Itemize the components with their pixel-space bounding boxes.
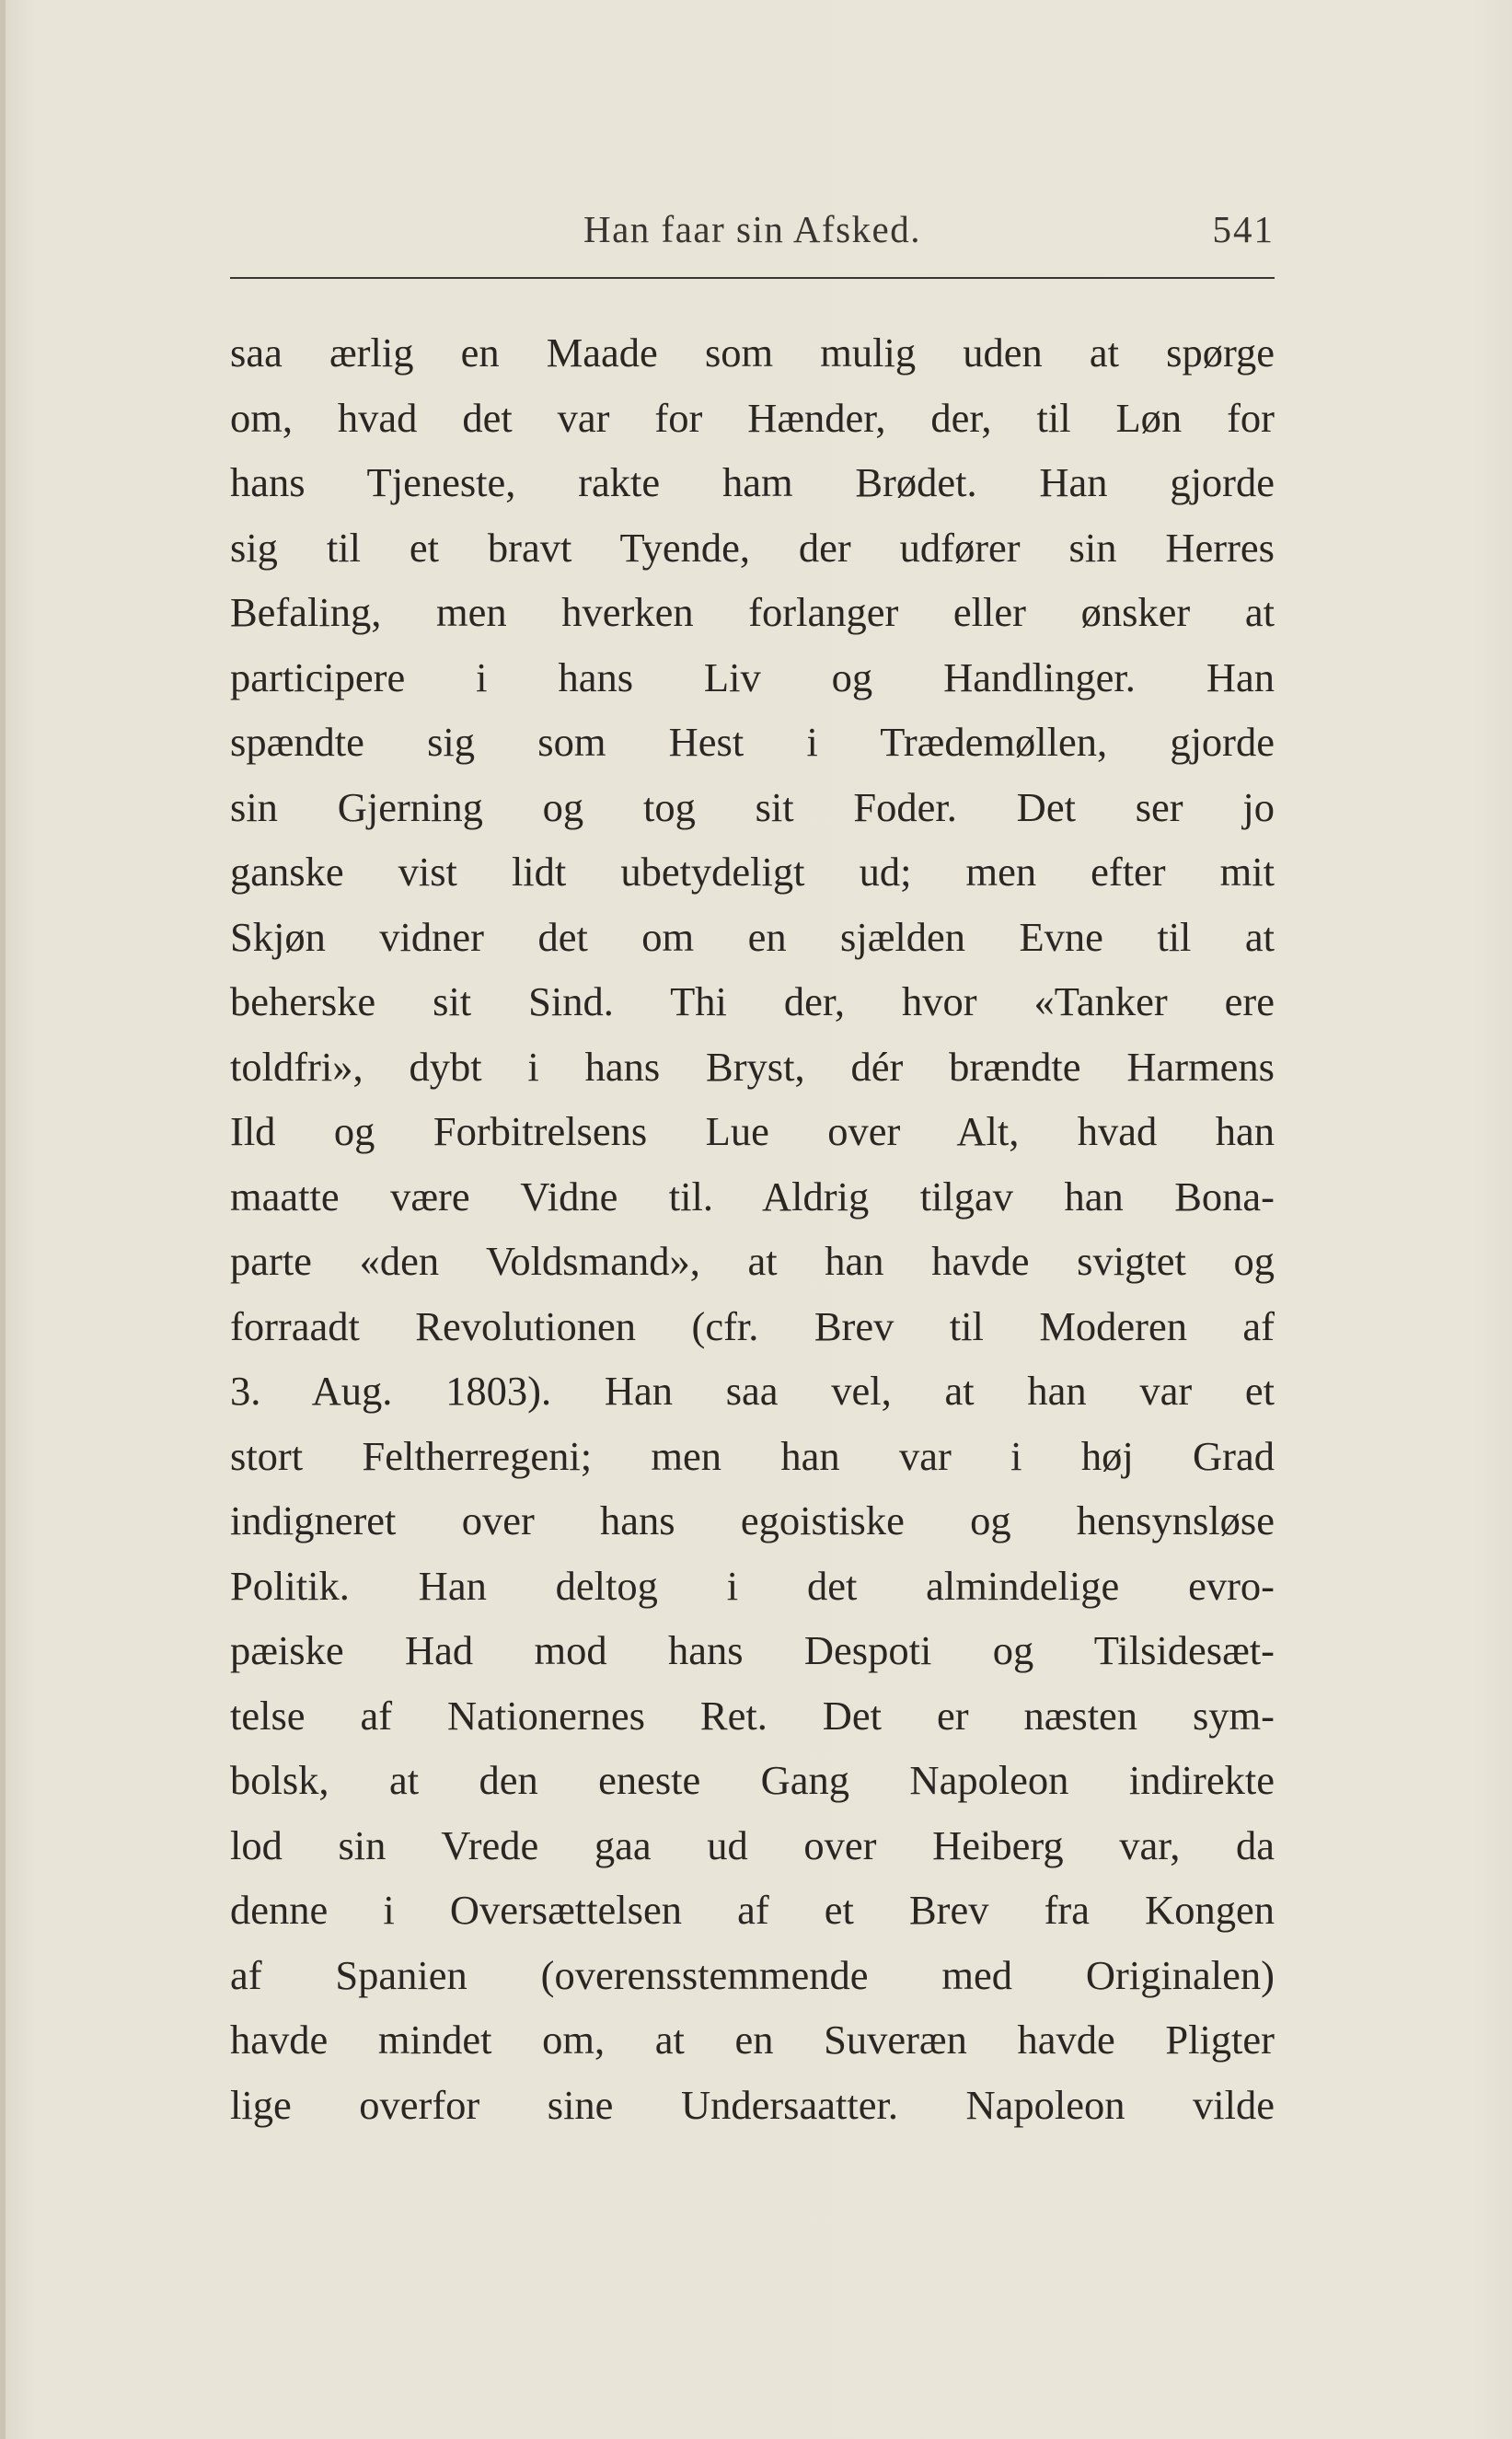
body-text <box>230 320 1275 2137</box>
text-line: participere i hans Liv og Handlinger. Han <box>230 653 1275 700</box>
text-line: Skjøn vidner det om en sjælden Evne til at <box>230 913 1275 960</box>
binding-edge <box>0 0 6 2439</box>
text-line: hans Tjeneste, rakte ham Brødet. Han gjorde <box>230 459 1275 505</box>
running-head <box>230 197 1275 261</box>
page-number: 541 <box>1212 208 1275 250</box>
text-line: forraadt Revolutionen (cfr. Brev til Moderen af <box>230 1302 1275 1349</box>
text-line: Ild og Forbitrelsens Lue over Alt, hvad han <box>230 1108 1275 1154</box>
text-line: Befaling, men hverken forlanger eller ønsker at <box>230 589 1275 635</box>
text-line: stort Feltherregeni; men han var i høj Grad <box>230 1432 1275 1479</box>
running-title: Han faar sin Afsked. <box>583 208 921 250</box>
text-line: lod sin Vrede gaa ud over Heiberg var, da <box>230 1821 1275 1868</box>
text-line: denne i Oversættelsen af et Brev fra Kongen <box>230 1887 1275 1933</box>
text-line: 3. Aug. 1803). Han saa vel, at han var et <box>230 1368 1275 1414</box>
text-line: beherske sit Sind. Thi der, hvor «Tanker ere <box>230 978 1275 1024</box>
text-line: spændte sig som Hest i Trædemøllen, gjorde <box>230 719 1275 765</box>
text-line: saa ærlig en Maade som mulig uden at spørge <box>230 329 1275 376</box>
text-line: ganske vist lidt ubetydeligt ud; men efter mit <box>230 849 1275 895</box>
text-line: toldfri», dybt i hans Bryst, dér brændte Harmens <box>230 1043 1275 1090</box>
text-line: havde mindet om, at en Suveræn havde Pligter <box>230 2017 1275 2063</box>
text-line: telse af Nationernes Ret. Det er næsten sym- <box>230 1692 1275 1739</box>
text-line: om, hvad det var for Hænder, der, til Løn for <box>230 394 1275 441</box>
text-line: pæiske Had mod hans Despoti og Tilsidesæt- <box>230 1627 1275 1673</box>
text-line: bolsk, at den eneste Gang Napoleon indirekte <box>230 1757 1275 1803</box>
text-line: sig til et bravt Tyende, der udfører sin Herres <box>230 524 1275 571</box>
text-line: parte «den Voldsmand», at han havde svigtet og <box>230 1238 1275 1284</box>
text-line: Politik. Han deltog i det almindelige evro- <box>230 1562 1275 1609</box>
header-rule <box>230 277 1275 279</box>
text-line: sin Gjerning og tog sit Foder. Det ser jo <box>230 783 1275 830</box>
text-line: lige overfor sine Undersaatter. Napoleon vilde <box>230 2081 1275 2128</box>
text-line: af Spanien (overensstemmende med Originalen) <box>230 1951 1275 1998</box>
text-line: indigneret over hans egoistiske og hensynsløse <box>230 1497 1275 1543</box>
text-line: maatte være Vidne til. Aldrig tilgav han Bona- <box>230 1173 1275 1220</box>
